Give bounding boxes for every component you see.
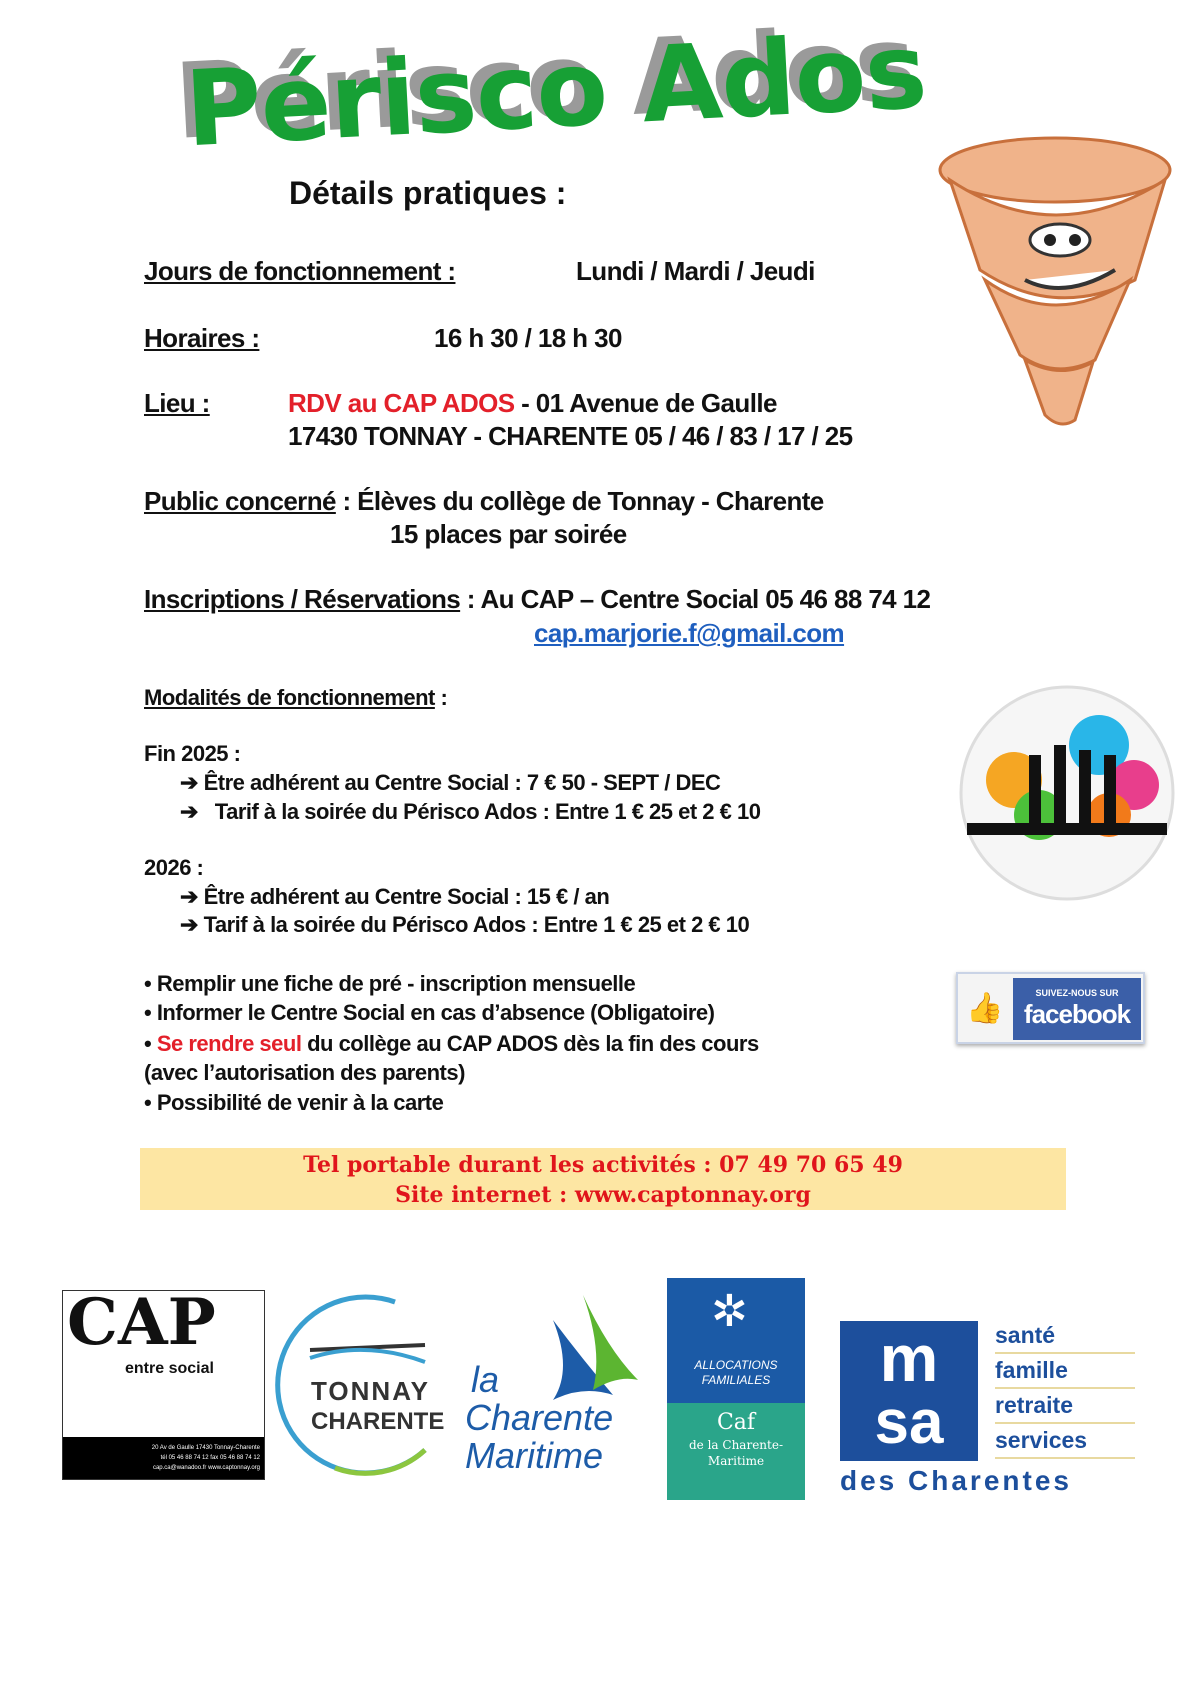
msa-logo (840, 1319, 1140, 1501)
y2026-item (180, 912, 749, 938)
cap-logo-big: CAP (67, 1285, 216, 1360)
bullet-dot: • (144, 1031, 157, 1056)
dancers-illustration-icon (959, 685, 1175, 901)
caf-line5: Maritime (707, 1454, 765, 1468)
horaires-label: Horaires : (144, 323, 260, 353)
cap-addr: cap.ca@wanadoo.fr www.captonnay.org (152, 1465, 260, 1471)
fin2025-item (180, 799, 760, 825)
cm-line2: Charente (465, 1397, 614, 1438)
caf-line1: ALLOCATIONS (694, 1358, 778, 1372)
bullet-item: • Remplir une fiche de pré - inscription mensuelle (144, 971, 636, 996)
tonnay-line2: CHARENTE (311, 1408, 445, 1435)
bullet-highlight: Se rendre seul (156, 1031, 302, 1056)
arrow-icon: ➔ (180, 884, 198, 909)
cm-line1: la (471, 1359, 500, 1400)
lieu-highlight: RDV au CAP ADOS (288, 388, 515, 418)
jours-value: Lundi / Mardi / Jeudi (576, 256, 815, 286)
facebook-small: SUIVEZ-NOUS SUR (1035, 988, 1119, 998)
caf-family-icon: ✲ (711, 1287, 748, 1336)
jours-row (144, 256, 455, 287)
public-value: Élèves du collège de Tonnay - Charente (357, 486, 824, 516)
lieu-address: - 01 Avenue de Gaulle (514, 388, 777, 418)
public-label: Public concerné (144, 486, 336, 516)
caf-logo (667, 1278, 805, 1500)
birds-icon (523, 1290, 643, 1410)
banner-phone: Tel portable durant les activités : 07 49 70 65 49 (303, 1152, 903, 1178)
msa-bottom: des Charentes (840, 1465, 1072, 1496)
msa-item: services (995, 1424, 1135, 1459)
arrow-icon: ➔ (180, 770, 198, 795)
item-text: Être adhérent au Centre Social : 7 € 50 - SEPT / DEC (203, 770, 721, 795)
fin2025-item (180, 770, 720, 796)
y2026-item (180, 884, 609, 910)
jours-label: Jours de fonctionnement : (144, 256, 456, 286)
modalites-heading (144, 685, 447, 711)
horaires-value: 16 h 30 / 18 h 30 (434, 323, 622, 353)
bullet-item: • Informer le Centre Social en cas d’absence (Obligatoire) (144, 1000, 715, 1025)
msa-item: retraite (995, 1389, 1135, 1424)
poster-title: Périsco Ados (182, 9, 929, 171)
arrow-icon: ➔ (180, 912, 198, 937)
fin2025-heading: Fin 2025 : (144, 741, 241, 766)
email-link[interactable]: cap.marjorie.f@gmail.com (534, 618, 845, 648)
arrow-icon: ➔ (180, 799, 198, 824)
msa-sa: sa (874, 1388, 944, 1457)
bullet-item-cont: (avec l’autorisation des parents) (144, 1060, 465, 1085)
caf-line3: Caf (716, 1410, 756, 1435)
facebook-big: facebook (1023, 999, 1131, 1029)
subtitle: Détails pratiques : (289, 175, 567, 211)
msa-m: m (879, 1321, 939, 1395)
msa-item: famille (995, 1354, 1135, 1389)
lieu-label: Lieu : (144, 388, 210, 418)
banner-site[interactable]: Site internet : www.captonnay.org (395, 1182, 811, 1208)
cap-logo-small: entre social (125, 1360, 214, 1377)
item-text: Tarif à la soirée du Périsco Ados : Entre 1 € 25 et 2 € 10 (203, 912, 750, 937)
facebook-button[interactable] (956, 972, 1145, 1044)
cap-addr: tél 05 46 88 74 12 fax 05 46 88 74 12 (160, 1455, 260, 1461)
tonnay-charente-logo (275, 1290, 460, 1480)
inscriptions-label: Inscriptions / Réservations (144, 584, 461, 614)
modalites-colon: : (434, 685, 448, 710)
cap-logo (62, 1285, 265, 1480)
lieu-line1 (288, 388, 777, 419)
cap-addr: 20 Av de Gaulle 17430 Tonnay-Charente (151, 1445, 260, 1451)
msa-item: santé (995, 1319, 1135, 1354)
public-places: 15 places par soirée (390, 519, 627, 549)
caf-line4: de la Charente- (688, 1438, 783, 1452)
bullet-item (144, 1031, 759, 1057)
charente-maritime-logo (463, 1290, 663, 1480)
bullet-item: • Possibilité de venir à la carte (144, 1090, 444, 1115)
lieu-line2: 17430 TONNAY - CHARENTE 05 / 46 / 83 / 17 / 25 (288, 421, 853, 451)
inscriptions-value: : Au CAP – Centre Social 05 46 88 74 12 (460, 584, 931, 614)
public-row (144, 486, 824, 517)
public-sep: : (335, 486, 358, 516)
bullet-text: du collège au CAP ADOS dès la fin des cours (301, 1031, 759, 1056)
cm-line3: Maritime (465, 1435, 604, 1476)
tonnay-line1: TONNAY (311, 1376, 430, 1406)
item-text: Tarif à la soirée du Périsco Ados : Entre 1 € 25 et 2 € 10 (214, 799, 761, 824)
thumbs-up-icon: 👍 (966, 992, 1004, 1025)
item-text: Être adhérent au Centre Social : 15 € / an (203, 884, 610, 909)
tornado-mascot-icon (925, 130, 1180, 450)
caf-line2: FAMILIALES (701, 1373, 771, 1387)
inscriptions-row (144, 584, 930, 615)
modalites-label: Modalités de fonctionnement (144, 685, 435, 710)
y2026-heading: 2026 : (144, 855, 204, 880)
contact-banner (140, 1148, 1066, 1210)
